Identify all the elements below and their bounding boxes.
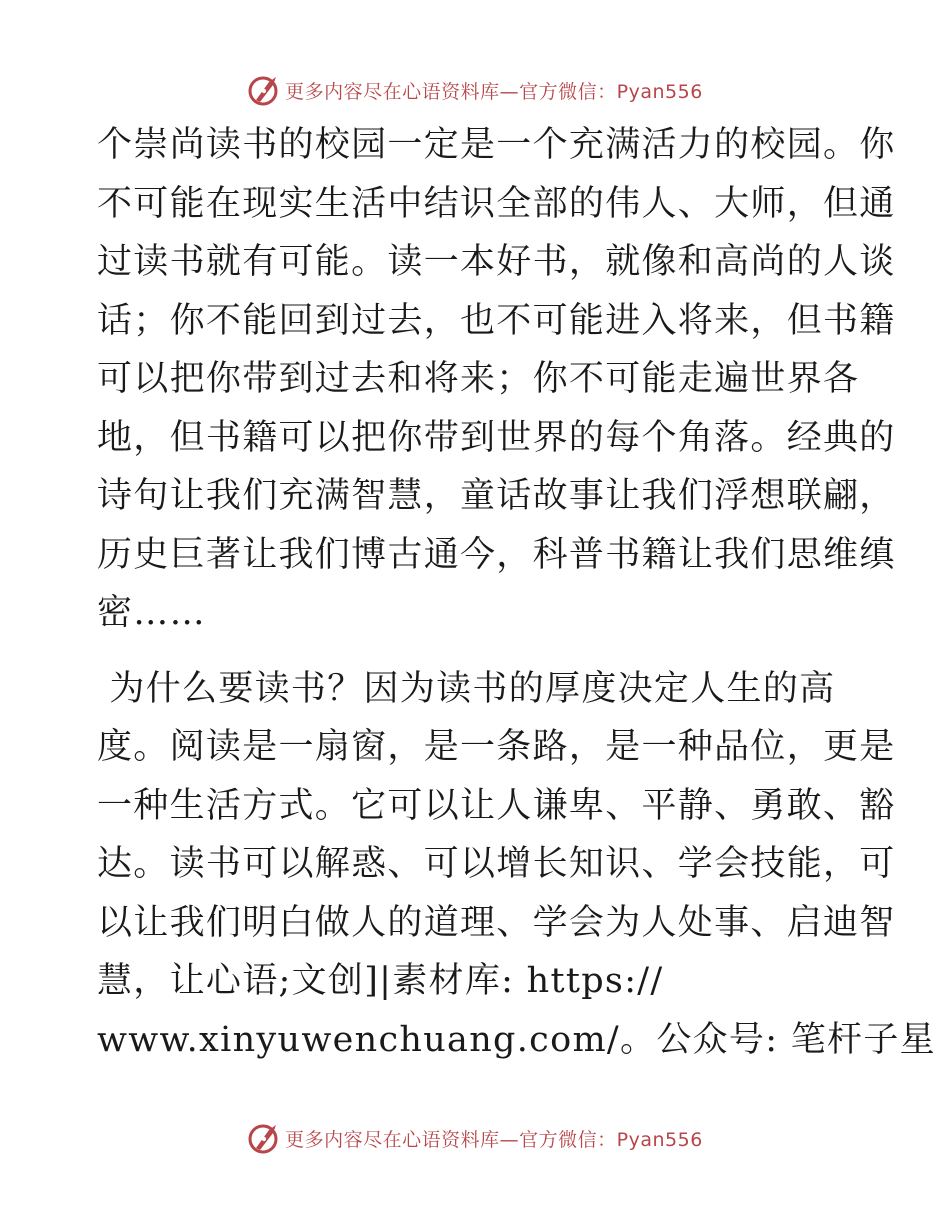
paragraph-gap bbox=[97, 643, 857, 660]
pen-nib-circle-icon bbox=[247, 1121, 281, 1155]
text-line: 过读书就有可能。读一本好书，就像和高尚的人谈 bbox=[97, 242, 896, 282]
text-line: 慧，让心语;文创]|素材库: https:// bbox=[97, 961, 664, 1001]
text-line: 密…… bbox=[97, 593, 206, 633]
paragraph-1 bbox=[97, 116, 896, 643]
text-line: 可以把你带到过去和将来；你不可能走遍世界各 bbox=[97, 359, 860, 399]
text-line: 为什么要读书？因为读书的厚度决定人生的高 bbox=[97, 668, 836, 709]
paragraph-2 bbox=[97, 660, 936, 1070]
text-line: 不可能在现实生活中结识全部的伟人、大师，但通 bbox=[97, 183, 896, 224]
text-line: 达。读书可以解惑、可以增长知识、学会技能，可 bbox=[97, 844, 896, 884]
text-line: 以让我们明白做人的道理、学会为人处事、启迪智 bbox=[97, 902, 896, 943]
text-line: 地，但书籍可以把你带到世界的每个角落。经典的 bbox=[97, 417, 896, 458]
text-line: 一种生活方式。它可以让人谦卑、平静、勇敢、豁 bbox=[97, 785, 896, 826]
header-banner bbox=[0, 70, 950, 110]
text-line: 历史巨著让我们博古通今，科普书籍让我们思维缜 bbox=[97, 534, 896, 575]
document-body bbox=[97, 116, 936, 1069]
footer-banner bbox=[0, 1118, 950, 1158]
text-line: 个崇尚读书的校园一定是一个充满活力的校园。你 bbox=[97, 125, 896, 165]
footer-banner-text: 更多内容尽在心语资料库—官方微信：Pyan556 bbox=[285, 1128, 703, 1151]
text-line: 度。阅读是一扇窗，是一条路，是一种品位，更是 bbox=[97, 727, 896, 767]
text-line: 诗句让我们充满智慧，童话故事让我们浮想联翩， bbox=[97, 476, 896, 516]
pen-nib-circle-icon bbox=[247, 73, 281, 107]
text-line: www.xinyuwenchuang.com/。公众号: 笔杆子星 bbox=[97, 1019, 936, 1060]
header-banner-text: 更多内容尽在心语资料库—官方微信：Pyan556 bbox=[285, 80, 703, 103]
text-line: 话；你不能回到过去，也不可能进入将来，但书籍 bbox=[97, 300, 896, 341]
